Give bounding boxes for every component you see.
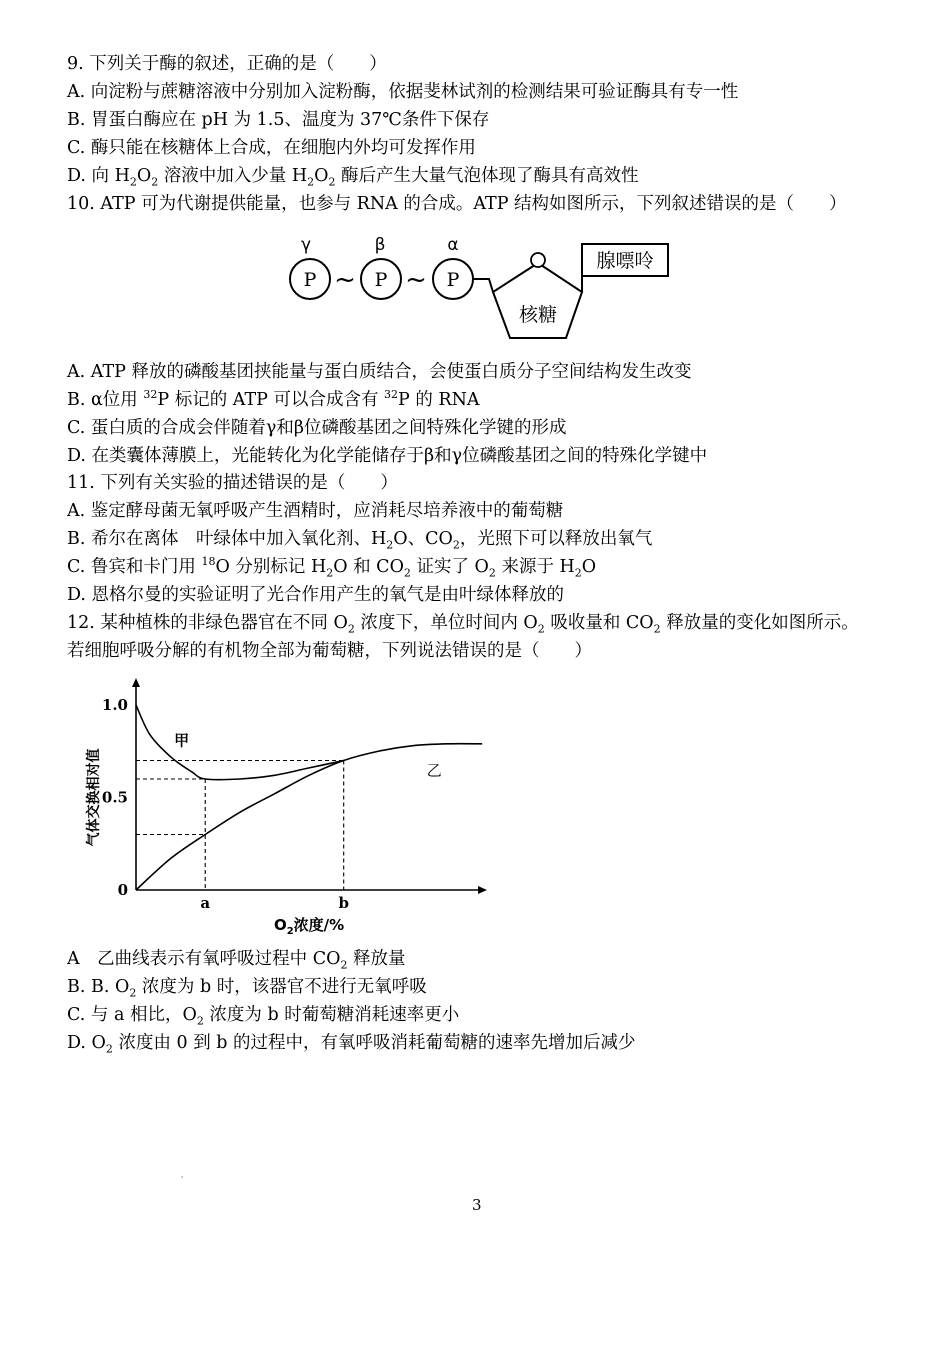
q11-option-b: B. 希尔在离体 叶绿体中加入氧化剂、$H_2O$、$CO_2$，光照下可以释放出氧气 [67,529,653,552]
q9-stem: 9. 下列关于酶的叙述，正确的是（ ） [67,54,387,74]
ribose-label: 核糖 [518,304,558,326]
q10-option-a: A. ATP 释放的磷酸基团挟能量与蛋白质结合，会使蛋白质分子空间结构发生改变 [67,362,692,382]
series-jia-label: 甲 [174,731,190,750]
y-tick-label: 0 [117,881,128,899]
x-axis-title: $O_2$浓度/% [273,916,345,937]
q10-option-b: B. α位用 $^{32}$P 标记的 ATP 可以合成含有 $^{32}$P 的 RNA [67,388,480,410]
x-tick-label-b: b [338,894,349,912]
q11-option-c: C. 鲁宾和卡门用 $^{18}$O 分别标记 $H_2O$ 和 $CO_2$ 证实了 $O_2$ 来源于 $H_2O$ [67,555,597,580]
alpha-ribose-link [473,279,493,292]
gamma-label: γ [300,235,312,255]
adenine-label: 腺嘌呤 [596,250,654,272]
x-axis-arrow [478,886,487,894]
q12-option-b: B. B. $O_2$ 浓度为 b 时，该器官不进行无氧呼吸 [67,977,427,1000]
y-axis-title: 气体交换相对值 [86,748,102,847]
q12-option-a: A 乙曲线表示有氧呼吸过程中 $CO_2$ 释放量 [67,949,406,972]
q12-stem-line1: 12. 某种植株的非绿色器官在不同 $O_2$ 浓度下，单位时间内 $O_2$ 吸收量和 $CO_2$ 释放量的变化如图所示。 [67,613,859,636]
y-axis-arrow [132,678,140,687]
phosphate-beta-label: P [374,269,388,291]
q12-stem-line2: 若细胞呼吸分解的有机物全部为葡萄糖，下列说法错误的是（ ） [67,641,592,661]
ribose-ring [493,263,582,338]
y-tick-label: 1.0 [101,696,128,714]
phosphate-gamma-label: P [303,269,317,291]
q12-option-d: D. $O_2$ 浓度由 0 到 b 的过程中，有氧呼吸消耗葡萄糖的速率先增加后减少 [67,1033,636,1056]
q10-option-c: C. 蛋白质的合成会伴随着γ和β位磷酸基团之间特殊化学键的形成 [67,418,567,438]
series-yi-label: 乙 [426,761,442,780]
high-energy-bond-1: ~ [334,265,356,295]
q10-option-d: D. 在类囊体薄膜上，光能转化为化学能储存于β和γ位磷酸基团之间的特殊化学键中 [67,446,708,466]
y-tick-label: 0.5 [101,788,128,807]
q11-option-d: D. 恩格尔曼的实验证明了光合作用产生的氧气是由叶绿体释放的 [67,585,565,605]
respiration-chart [78,670,498,940]
q11-stem: 11. 下列有关实验的描述错误的是（ ） [67,473,398,493]
q9-option-b: B. 胃蛋白酶应在 pH 为 1.5、温度为 37℃条件下保存 [67,110,490,130]
chart-plot-area [85,678,487,937]
page-number: 3 [472,1196,482,1214]
q9-option-c: C. 酶只能在核糖体上合成，在细胞内外均可发挥作用 [67,138,476,158]
alpha-label: α [447,235,459,255]
q12-option-c: C. 与 a 相比，$O_2$ 浓度为 b 时葡萄糖消耗速率更小 [67,1005,460,1028]
beta-label: β [374,235,386,255]
q11-option-a: A. 鉴定酵母菌无氧呼吸产生酒精时，应消耗尽培养液中的葡萄糖 [67,501,564,521]
q9-option-a: A. 向淀粉与蔗糖溶液中分别加入淀粉酶，依据斐林试剂的检测结果可验证酶具有专一性 [67,82,739,102]
high-energy-bond-2: ~ [405,265,427,295]
x-tick-label-a: a [200,894,211,912]
ring-oxygen [531,253,545,267]
q9-option-d: D. 向 $H_2O_2$ 溶液中加入少量 $H_2O_2$ 酶后产生大量气泡体现了酶具有高效性 [67,166,639,189]
atp-structure-diagram [280,232,680,350]
stray-mark: ' [181,1175,184,1184]
series-jia-curve [136,705,344,780]
phosphate-alpha-label: P [446,269,460,291]
q10-stem: 10. ATP 可为代谢提供能量，也参与 RNA 的合成。ATP 结构如图所示，下列叙述错误的是（ ） [67,194,847,214]
